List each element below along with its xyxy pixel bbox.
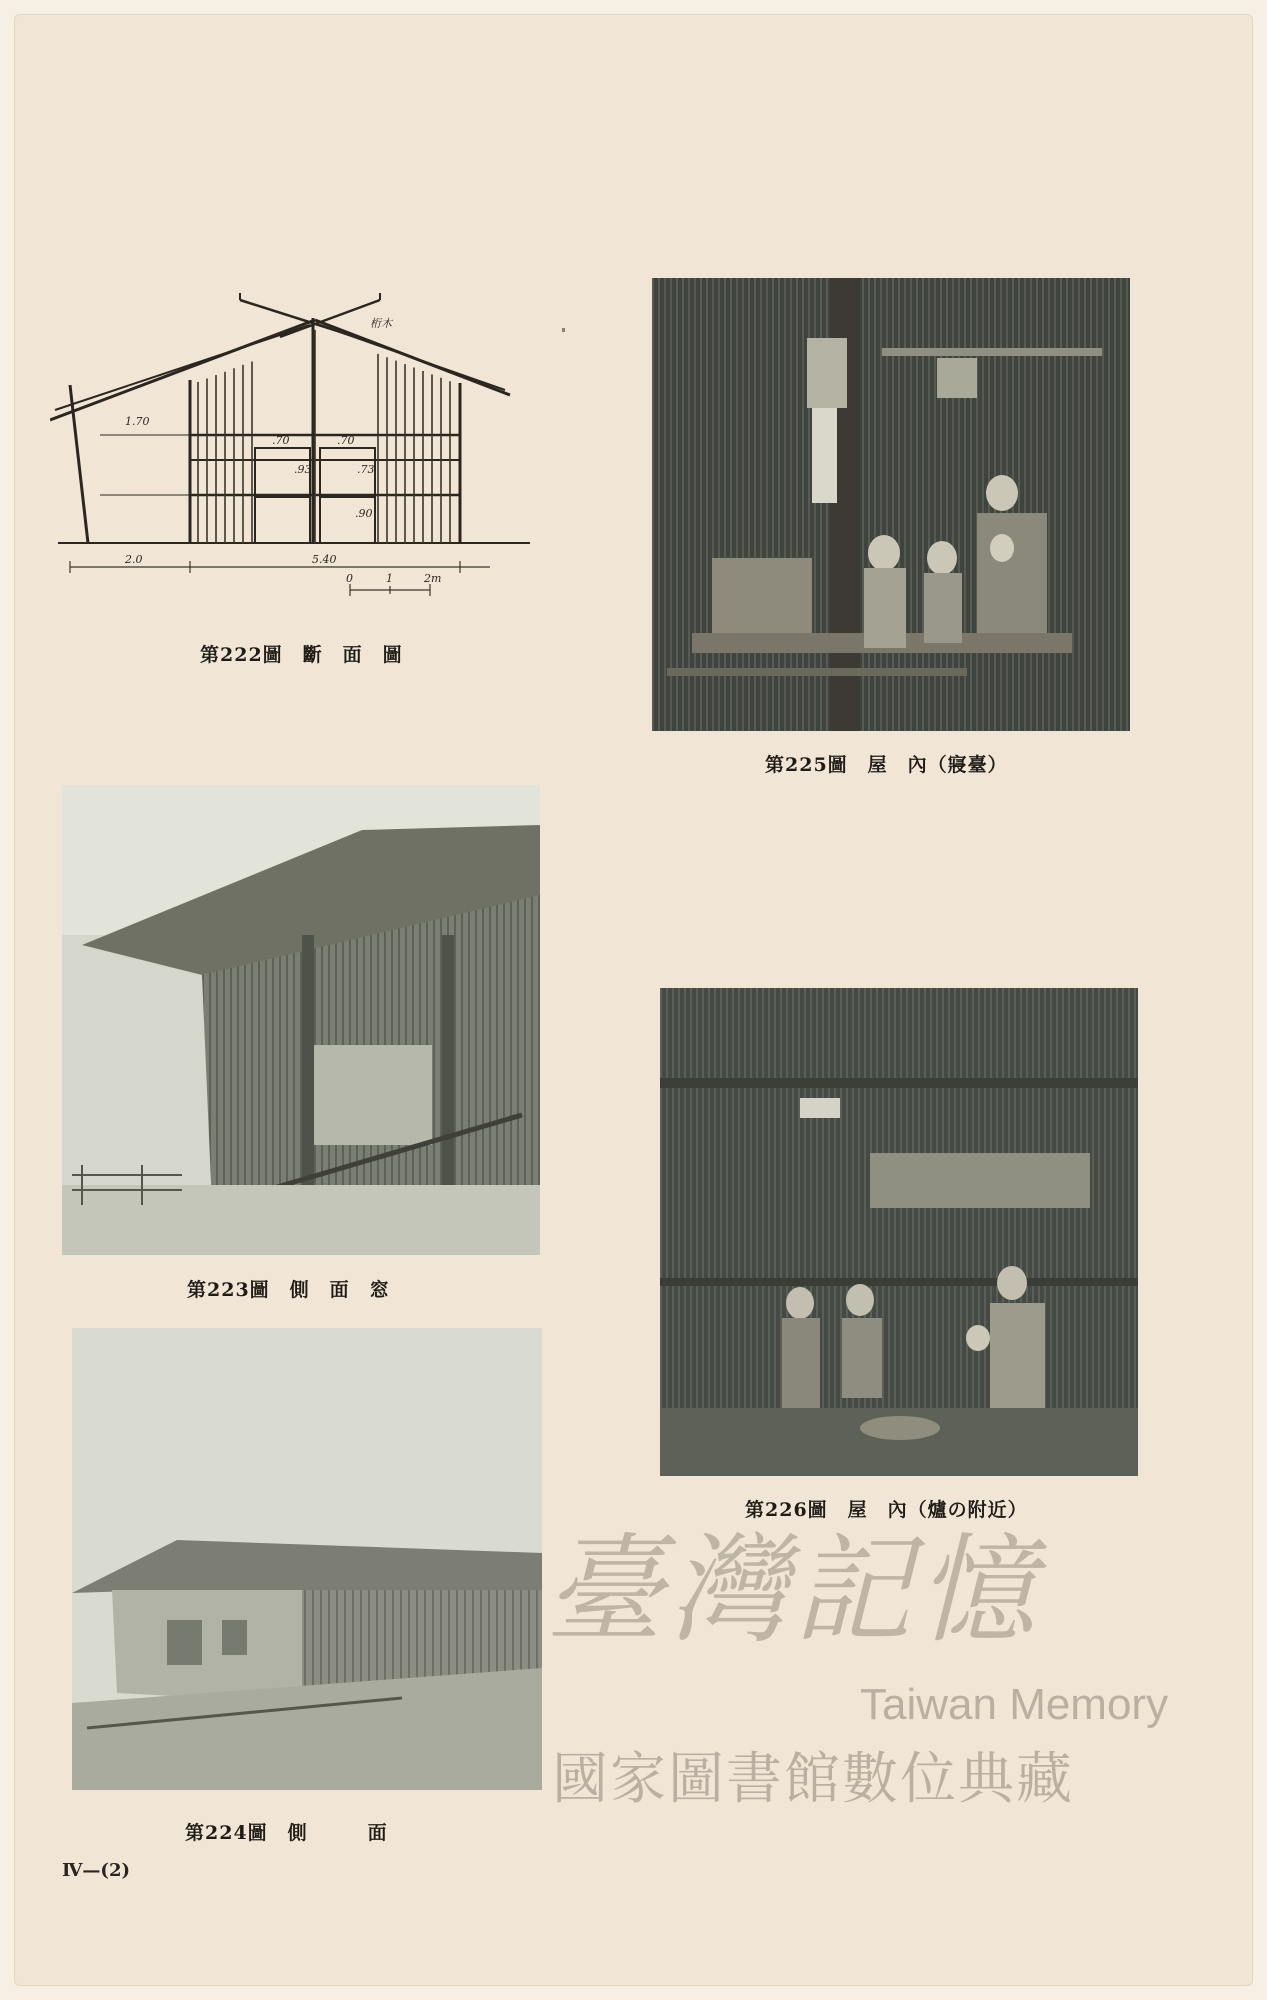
page-number: Ⅳ—(2) [62,1860,130,1881]
side-view-image [72,1328,542,1790]
watermark-library: 國家圖書館數位典藏 [552,1747,1074,1812]
dim-5: .73 [357,463,375,476]
figure-223-photo [62,785,540,1255]
figure-224-caption: 第224圖 側 面 [185,1822,388,1844]
dim-3: .70 [337,434,355,447]
figure-225-photo [652,278,1130,731]
scale-1: 1 [386,572,393,585]
interior-bed-image [652,278,1130,731]
figure-226-caption: 第226圖 屋 內（爐の附近） [745,1499,1028,1521]
figure-224-photo [72,1328,542,1790]
dim-1: 1.70 [125,415,150,428]
figure-223-caption: 第223圖 側 面 窓 [187,1279,390,1301]
figure-222-caption: 第222圖 斷 面 圖 [200,644,403,666]
dim-2: .70 [272,434,290,447]
section-drawing-svg [50,285,530,605]
dim-6: .90 [355,507,373,520]
ink-speck [562,328,565,332]
dim-8: 5.40 [312,553,337,566]
interior-hearth-image [660,988,1138,1476]
watermark-english: Taiwan Memory [860,1680,1169,1729]
figure-225-caption: 第225圖 屋 內（寢臺） [765,754,1008,776]
dim-7: 2.0 [125,553,143,566]
scale-2: 2m [424,572,442,585]
section-drawing [50,285,530,605]
scale-0: 0 [346,572,353,585]
dim-4: .93 [294,463,312,476]
figure-226-photo [660,988,1138,1476]
side-window-image [62,785,540,1255]
label-roof: 桁木 [370,317,392,330]
watermark-chinese: 臺灣記憶 [545,1521,1042,1659]
